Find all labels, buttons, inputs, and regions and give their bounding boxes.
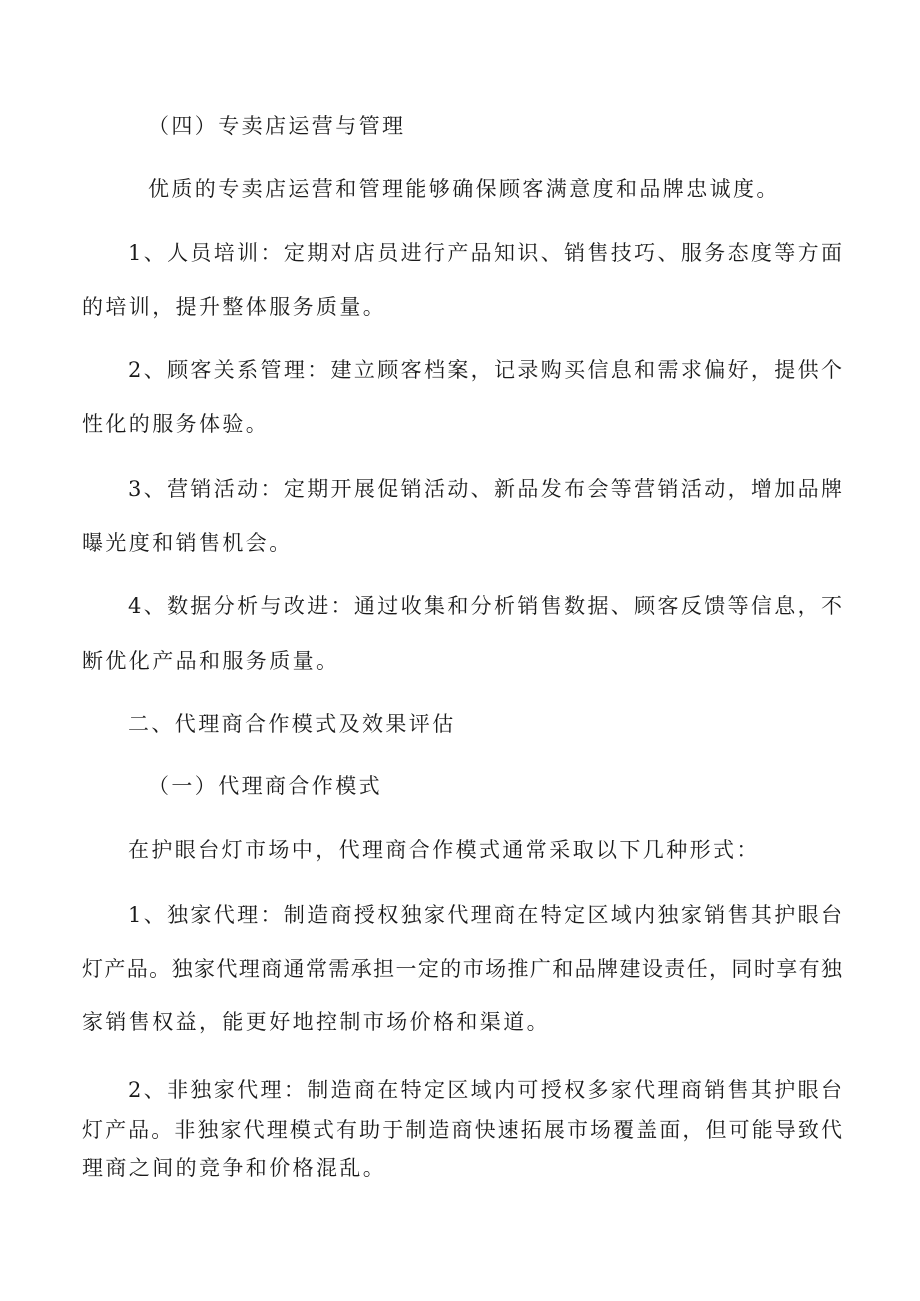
item-marketing-line-1: 3、营销活动：定期开展促销活动、新品发布会等营销活动，增加品牌 bbox=[128, 477, 842, 501]
chapter-intro-paragraph: 在护眼台灯市场中，代理商合作模式通常采取以下几种形式： bbox=[128, 838, 760, 862]
non-exclusive-agent-line-2: 灯产品。非独家代理模式有助于制造商快速拓展市场覆盖面，但可能导致代 bbox=[82, 1118, 842, 1142]
exclusive-agent-line-2: 灯产品。独家代理商通常需承担一定的市场推广和品牌建设责任，同时享有独 bbox=[82, 957, 842, 981]
item-marketing-line-2: 曝光度和销售机会。 bbox=[82, 531, 293, 555]
section-intro-paragraph: 优质的专卖店运营和管理能够确保顾客满意度和品牌忠诚度。 bbox=[148, 177, 780, 201]
item-data-analysis-line-2: 断优化产品和服务质量。 bbox=[82, 649, 340, 673]
item-customer-relations-line-2: 性化的服务体验。 bbox=[82, 412, 270, 436]
item-data-analysis-line-1: 4、数据分析与改进：通过收集和分析销售数据、顾客反馈等信息，不 bbox=[128, 594, 842, 618]
item-staff-training-line-2: 的培训，提升整体服务质量。 bbox=[82, 295, 387, 319]
exclusive-agent-line-1: 1、独家代理：制造商授权独家代理商在特定区域内独家销售其护眼台 bbox=[128, 903, 842, 927]
non-exclusive-agent-line-3: 理商之间的竞争和价格混乱。 bbox=[82, 1156, 387, 1180]
subheading-agent-cooperation-modes: （一）代理商合作模式 bbox=[148, 774, 382, 798]
section-heading-store-operations: （四）专卖店运营与管理 bbox=[148, 114, 406, 138]
item-customer-relations-line-1: 2、顾客关系管理：建立顾客档案，记录购买信息和需求偏好，提供个 bbox=[128, 358, 842, 382]
item-staff-training-line-1: 1、人员培训：定期对店员进行产品知识、销售技巧、服务态度等方面 bbox=[128, 241, 842, 265]
exclusive-agent-line-3: 家销售权益，能更好地控制市场价格和渠道。 bbox=[82, 1010, 550, 1034]
non-exclusive-agent-line-1: 2、非独家代理：制造商在特定区域内可授权多家代理商销售其护眼台 bbox=[128, 1078, 842, 1102]
chapter-heading-agent-cooperation: 二、代理商合作模式及效果评估 bbox=[128, 712, 456, 736]
